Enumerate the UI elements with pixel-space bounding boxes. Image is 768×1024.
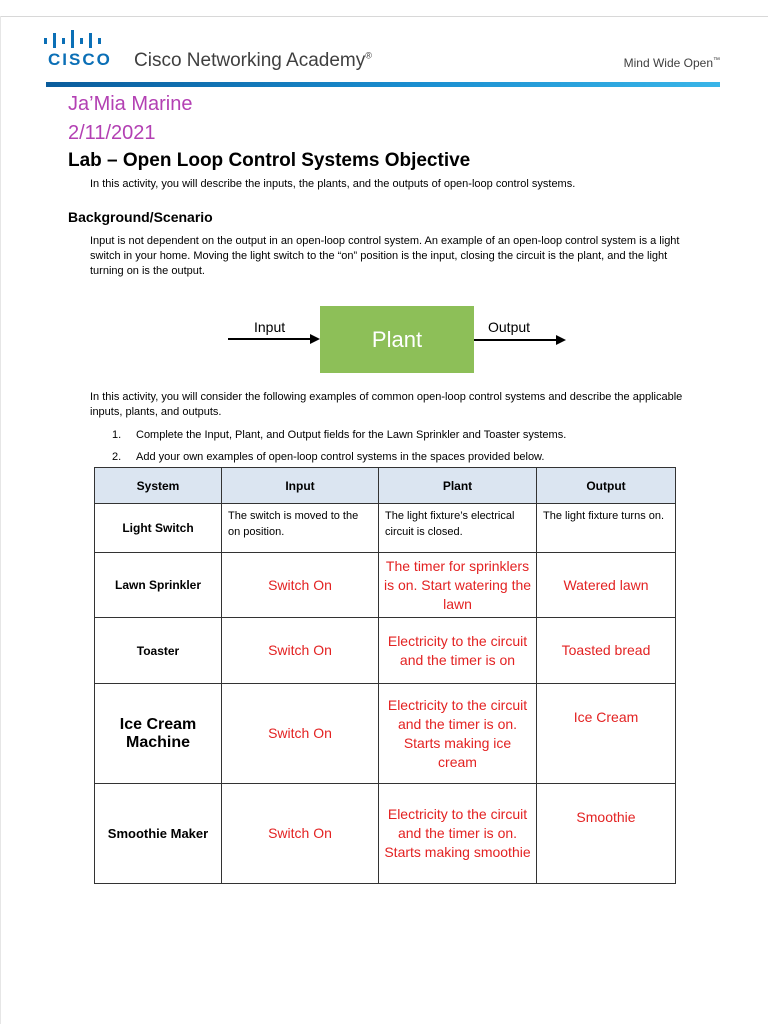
table-row <box>95 618 676 684</box>
output-cell: Smoothie <box>537 784 676 884</box>
tagline: Mind Wide Open™ <box>623 56 720 70</box>
plant-cell: The light fixture’s electrical circuit is closed. <box>379 504 537 553</box>
input-cell: Switch On <box>222 784 379 884</box>
plant-cell: Electricity to the circuit and the timer is on. Starts making ice cream <box>379 684 537 784</box>
document-date: 2/11/2021 <box>68 122 156 144</box>
diagram-input-label: Input <box>254 319 286 335</box>
input-cell: Switch On <box>222 618 379 684</box>
plant-cell: The timer for sprinklers is on. Start watering the lawn <box>379 553 537 618</box>
system-cell: Ice Cream Machine <box>95 684 222 784</box>
output-cell: Ice Cream <box>537 684 676 784</box>
background-heading: Background/Scenario <box>68 209 213 225</box>
column-header: Input <box>222 468 379 504</box>
column-header: Output <box>537 468 676 504</box>
table-row <box>95 504 676 553</box>
table-row <box>95 784 676 884</box>
plant-cell: Electricity to the circuit and the timer is on <box>379 618 537 684</box>
diagram-plant-box: Plant <box>320 306 474 373</box>
author-name: Ja’Mia Marine <box>68 93 193 115</box>
column-header: System <box>95 468 222 504</box>
table-row <box>95 684 676 784</box>
output-cell: The light fixture turns on. <box>537 504 676 553</box>
system-cell: Toaster <box>95 618 222 684</box>
activity-paragraph: In this activity, you will consider the following examples of common open-loop control systems and describe the applicable inputs, plants, and outputs. <box>90 391 683 418</box>
academy-name: Cisco Networking Academy® <box>134 50 372 71</box>
plant-cell: Electricity to the circuit and the timer is on. Starts making smoothie <box>379 784 537 884</box>
table-row <box>95 553 676 618</box>
output-cell: Toasted bread <box>537 618 676 684</box>
column-header: Plant <box>379 468 537 504</box>
intro-text: In this activity, you will describe the inputs, the plants, and the outputs of open-loop control systems. <box>90 178 576 190</box>
step-item: 2. Add your own examples of open-loop control systems in the spaces provided below. <box>112 451 545 463</box>
input-cell: Switch On <box>222 684 379 784</box>
cisco-bars-icon <box>44 30 114 48</box>
input-cell: Switch On <box>222 553 379 618</box>
page-left-edge <box>0 16 1 1024</box>
output-cell: Watered lawn <box>537 553 676 618</box>
step-item: 1. Complete the Input, Plant, and Output fields for the Lawn Sprinkler and Toaster systems. <box>112 429 567 441</box>
header-rule <box>46 82 720 87</box>
table-header-row <box>95 468 676 504</box>
cisco-logo-text: CISCO <box>48 50 112 69</box>
page-title: Lab – Open Loop Control Systems Objective <box>68 150 471 171</box>
system-cell: Smoothie Maker <box>95 784 222 884</box>
input-cell: The switch is moved to the on position. <box>222 504 379 553</box>
system-cell: Light Switch <box>95 504 222 553</box>
page-top-edge <box>0 16 768 17</box>
document-header <box>44 30 720 80</box>
open-loop-diagram <box>220 300 580 380</box>
background-paragraph: Input is not dependent on the output in an open-loop control system. An example of an open-loop control system is a light switch in your home. Moving the light switch to the “on” position is the input, closing the circuit is the plant, and the light turning on is the output. <box>90 235 680 277</box>
system-cell: Lawn Sprinkler <box>95 553 222 618</box>
diagram-output-label: Output <box>488 319 531 335</box>
systems-table <box>94 467 676 884</box>
